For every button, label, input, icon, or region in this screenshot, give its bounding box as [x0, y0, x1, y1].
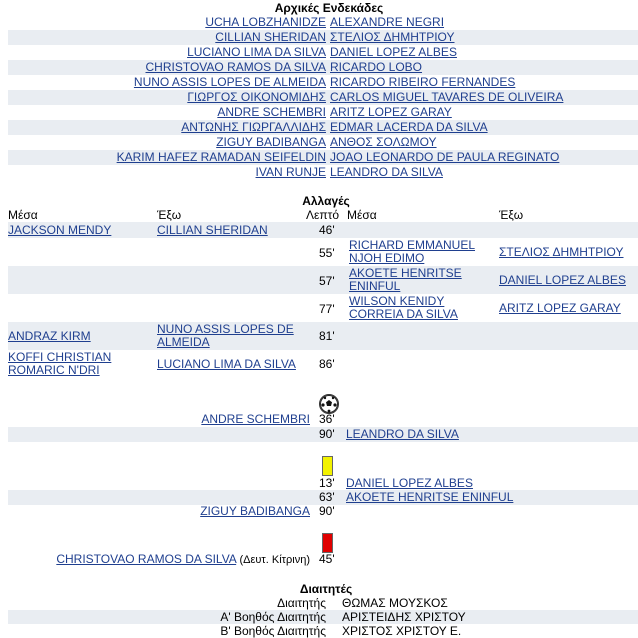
sub-row [8, 266, 638, 294]
goal-away-player[interactable]: LEANDRO DA SILVA [346, 427, 459, 441]
away-player-link[interactable]: JOAO LEONARDO DE PAULA REGINATO [330, 150, 560, 164]
yellow-card-icon [322, 456, 333, 476]
sub-home-in[interactable]: KOFFI CHRISTIAN ROMARIC N'DRI [8, 350, 112, 377]
home-player-link[interactable]: NUNO ASSIS LOPES DE ALMEIDA [133, 75, 326, 89]
red-card-note: (Δευτ. Κίτρινη) [239, 554, 310, 566]
red-card-home-player[interactable]: CHRISTOVAO RAMOS DA SILVA [56, 552, 237, 566]
sub-minute: 57' [319, 274, 335, 288]
official-role: Β' Βοηθός Διαιτητής [220, 624, 326, 638]
home-player-link[interactable]: ANDRE SCHEMBRI [217, 105, 326, 119]
home-player-link[interactable]: UCHA LOBZHANIDZE [205, 15, 326, 29]
away-player-link[interactable]: EDMAR LACERDA DA SILVA [330, 120, 488, 134]
home-player-link[interactable]: CILLIAN SHERIDAN [215, 30, 326, 44]
officials-title: Διαιτητές [299, 582, 353, 596]
home-player-link[interactable]: LUCIANO LIMA DA SILVA [187, 45, 326, 59]
lineup-row [8, 60, 638, 75]
yellow-card-row [8, 476, 638, 491]
lineup-row [8, 150, 638, 165]
yellow-card-minute: 13' [319, 476, 335, 490]
official-row [8, 610, 638, 624]
sub-away-out[interactable]: DANIEL LOPEZ ALBES [499, 273, 626, 287]
subs-title: Αλλαγές [302, 194, 350, 208]
sub-home-out[interactable]: NUNO ASSIS LOPES DE ALMEIDA [157, 322, 294, 349]
home-player-link[interactable]: IVAN RUNJE [255, 165, 326, 179]
goal-minute: 36' [319, 412, 335, 426]
lineup-row [8, 135, 638, 150]
football-icon [319, 394, 339, 414]
home-in-header: Μέσα [8, 208, 38, 222]
home-player-link[interactable]: ΓΙΩΡΓΟΣ ΟΙΚΟΝΟΜΙΔΗΣ [187, 90, 326, 104]
sub-row [8, 322, 638, 350]
red-card-row [8, 552, 638, 567]
minute-header: Λεπτό [306, 208, 340, 222]
away-player-link[interactable]: ARITZ LOPEZ GARAY [330, 105, 452, 119]
yellow-card-minute: 63' [319, 490, 335, 504]
starting-title: Αρχικές Ενδεκάδες [274, 1, 384, 15]
yellow-card-row [8, 490, 638, 505]
lineup-row [8, 120, 638, 135]
yellow-card-away-player[interactable]: AKOETE HENRITSE ENINFUL [346, 490, 514, 504]
yellow-card-minute: 90' [319, 504, 335, 518]
sub-minute: 77' [319, 302, 335, 316]
official-row [8, 596, 638, 610]
official-role: Α' Βοηθός Διαιτητής [220, 610, 326, 624]
red-card-icon [322, 533, 333, 553]
sub-home-out[interactable]: CILLIAN SHERIDAN [157, 223, 268, 237]
away-player-link[interactable]: RICARDO LOBO [330, 60, 423, 74]
sub-home-out[interactable]: LUCIANO LIMA DA SILVA [157, 357, 296, 371]
yellow-card-row [8, 504, 638, 519]
away-player-link[interactable]: ALEXANDRE NEGRI [330, 15, 445, 29]
lineup-row [8, 105, 638, 120]
sub-minute: 86' [319, 357, 335, 371]
lineup-row [8, 90, 638, 105]
lineup-row [8, 165, 638, 180]
home-player-link[interactable]: KARIM HAFEZ RAMADAN SEIFELDIN [116, 150, 326, 164]
official-role: Διαιτητής [277, 596, 326, 610]
official-name: ΘΩΜΑΣ ΜΟΥΣΚΟΣ [342, 596, 448, 610]
goal-row [8, 427, 638, 442]
lineup-row [8, 30, 638, 45]
goal-minute: 90' [319, 427, 335, 441]
red-card-minute: 45' [319, 552, 335, 566]
yellow-card-away-player[interactable]: DANIEL LOPEZ ALBES [346, 476, 473, 490]
official-row [8, 624, 638, 637]
home-player-link[interactable]: CHRISTOVAO RAMOS DA SILVA [145, 60, 326, 74]
away-player-link[interactable]: CARLOS MIGUEL TAVARES DE OLIVEIRA [330, 90, 564, 104]
lineup-row [8, 45, 638, 60]
sub-home-in[interactable]: ANDRAZ KIRM [8, 329, 91, 343]
home-player-link[interactable]: ZIGUY BADIBANGA [216, 135, 326, 149]
official-name: ΑΡΙΣΤΕΙΔΗΣ ΧΡΙΣΤΟΥ [342, 610, 466, 624]
sub-away-in[interactable]: AKOETE HENRITSE ENINFUL [349, 266, 462, 293]
home-out-header: Έξω [157, 208, 182, 222]
away-player-link[interactable]: ΑΝΘΟΣ ΣΟΛΩΜΟΥ [330, 135, 437, 149]
sub-home-in[interactable]: JACKSON MENDY [8, 223, 112, 237]
sub-row [8, 238, 638, 266]
lineup-row [8, 75, 638, 90]
sub-away-in[interactable]: WILSON KENIDY CORREIA DA SILVA [349, 294, 458, 321]
sub-minute: 46' [319, 223, 335, 237]
sub-row [8, 222, 638, 238]
away-player-link[interactable]: RICARDO RIBEIRO FERNANDES [330, 75, 516, 89]
away-player-link[interactable]: ΣΤΕΛΙΟΣ ΔΗΜΗΤΡΙΟΥ [330, 30, 455, 44]
goal-home-player[interactable]: ANDRE SCHEMBRI [201, 412, 310, 426]
lineup-row [8, 15, 638, 30]
sub-minute: 55' [319, 246, 335, 260]
away-player-link[interactable]: LEANDRO DA SILVA [330, 165, 443, 179]
sub-minute: 81' [319, 329, 335, 343]
sub-row [8, 350, 638, 378]
sub-away-out[interactable]: ΣΤΕΛΙΟΣ ΔΗΜΗΤΡΙΟΥ [499, 245, 624, 259]
away-in-header: Μέσα [347, 208, 377, 222]
sub-away-in[interactable]: RICHARD EMMANUEL NJOH EDIMO [349, 238, 476, 265]
official-name: ΧΡΙΣΤΟΣ ΧΡΙΣΤΟΥ Ε. [342, 624, 462, 638]
goal-row [8, 412, 638, 427]
away-out-header: Έξω [499, 208, 524, 222]
away-player-link[interactable]: DANIEL LOPEZ ALBES [330, 45, 457, 59]
home-player-link[interactable]: ΑΝΤΩΝΗΣ ΓΙΩΡΓΑΛΛΙΔΗΣ [181, 120, 326, 134]
yellow-card-home-player[interactable]: ZIGUY BADIBANGA [200, 504, 310, 518]
sub-row [8, 294, 638, 322]
sub-away-out[interactable]: ARITZ LOPEZ GARAY [499, 301, 621, 315]
